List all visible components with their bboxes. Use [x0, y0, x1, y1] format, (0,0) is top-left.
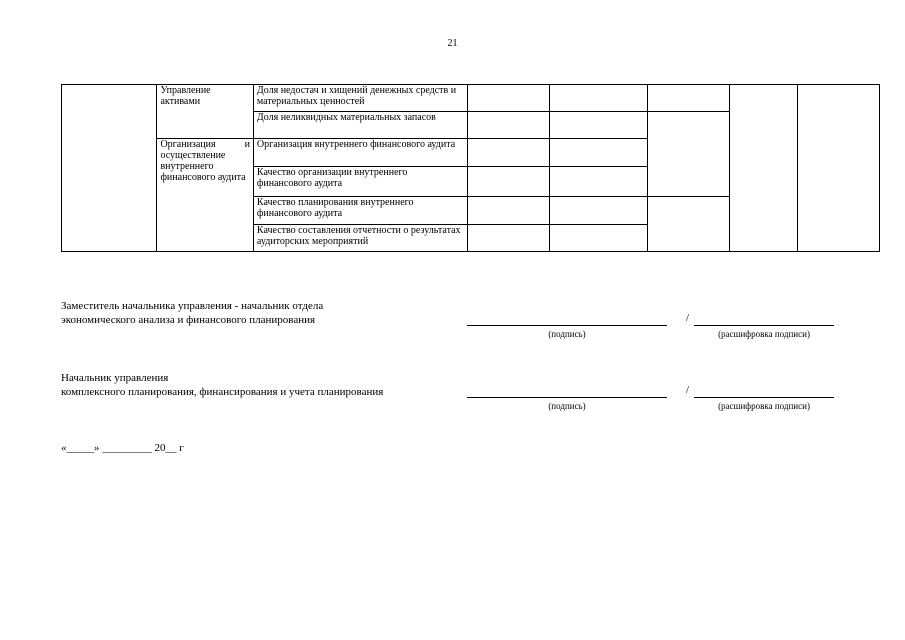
signatory-title-head	[61, 371, 383, 399]
value-cell	[647, 112, 729, 197]
decryption-caption: (расшифровка подписи)	[718, 329, 810, 339]
indicator-cell	[253, 139, 467, 167]
indicator-label: Доля недостач и хищений денежных средств и материальных ценностей	[256, 85, 457, 107]
indicator-label: Доля неликвидных материальных запасов	[256, 112, 436, 123]
decryption-caption: (расшифровка подписи)	[718, 401, 810, 411]
area-word: и	[244, 139, 250, 150]
indicator-label: Качество составления отчетности о результатах аудиторских мероприятий	[256, 225, 461, 247]
signatory-title-line: Начальник управления	[61, 372, 169, 384]
indicator-cell	[253, 197, 467, 225]
value-cell	[467, 139, 549, 167]
value-cell	[550, 197, 647, 225]
value-cell	[550, 225, 647, 252]
area-cell-audit	[157, 139, 253, 252]
area-word: Организация	[160, 139, 216, 150]
value-cell	[550, 139, 647, 167]
value-cell	[467, 167, 549, 197]
value-cell	[467, 85, 549, 112]
signature-caption: (подпись)	[548, 401, 586, 411]
indicator-label: Качество организации внутреннего финансового аудита	[256, 167, 408, 189]
indicator-cell	[253, 112, 467, 139]
signature-line[interactable]	[467, 325, 667, 326]
slash-separator: /	[686, 384, 690, 396]
area-label-first-line	[160, 139, 249, 150]
indicator-cell	[253, 85, 467, 112]
signatory-title-deputy	[61, 299, 323, 327]
indicator-label: Организация внутреннего финансового аудита	[256, 139, 456, 150]
signature-line[interactable]	[467, 397, 667, 398]
value-cell	[550, 112, 647, 139]
indicator-cell	[253, 167, 467, 197]
value-cell	[647, 197, 729, 252]
audit-indicators-table	[61, 84, 880, 252]
signature-caption: (подпись)	[548, 329, 586, 339]
value-cell	[647, 85, 729, 112]
page-number: 21	[447, 38, 458, 49]
value-cell	[797, 85, 879, 252]
area-cell-assets	[157, 85, 253, 139]
date-line[interactable]: «_____» _________ 20__ г	[61, 442, 184, 454]
indicator-label: Качество планирования внутреннего финансового аудита	[256, 197, 414, 219]
value-cell	[550, 167, 647, 197]
area-label-rest: осуществление внутреннего финансового аудита	[160, 150, 246, 183]
value-cell	[550, 85, 647, 112]
signatory-title-line: Заместитель начальника управления - начальник отдела	[61, 300, 324, 312]
value-cell	[467, 197, 549, 225]
value-cell	[467, 225, 549, 252]
signatory-title-line: комплексного планирования, финансирования и учета планирования	[61, 386, 384, 398]
blank-first-column-cell	[62, 85, 157, 252]
slash-separator: /	[686, 312, 690, 324]
signatory-title-line: экономического анализа и финансового планирования	[61, 314, 316, 326]
signature-decryption-line[interactable]	[694, 397, 834, 398]
value-cell	[730, 85, 797, 252]
indicator-cell	[253, 225, 467, 252]
value-cell	[467, 112, 549, 139]
signature-decryption-line[interactable]	[694, 325, 834, 326]
area-label: Управление активами	[160, 85, 211, 107]
